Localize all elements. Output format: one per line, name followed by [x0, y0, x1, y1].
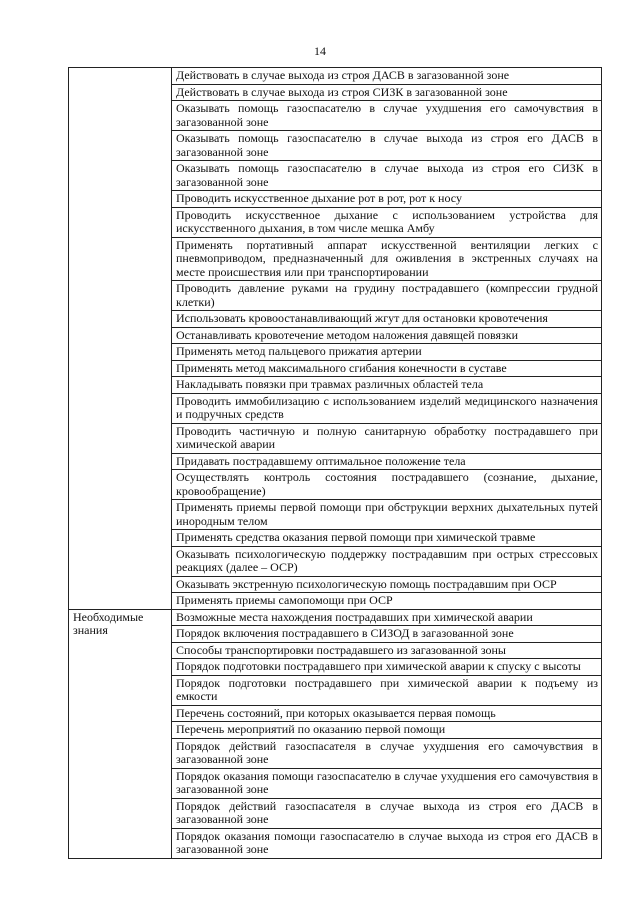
section-label [69, 68, 172, 610]
requirements-table-body [69, 68, 602, 859]
table-cell-item: Способы транспортировки пострадавшего из загазованной зоны [172, 642, 602, 659]
table-row [69, 68, 602, 85]
table-cell-item: Применять метод максимального сгибания конечности в суставе [172, 360, 602, 377]
table-cell-item: Возможные места нахождения пострадавших при химической аварии [172, 609, 602, 626]
table-cell-item: Порядок оказания помощи газоспасателю в случае выхода из строя его ДАСВ в загазованной зоне [172, 828, 602, 858]
table-cell-item: Использовать кровоостанавливающий жгут для остановки кровотечения [172, 311, 602, 328]
table-cell-item: Применять портативный аппарат искусственной вентиляции легких с пневмоприводом, предназначенный для оживления в экстренных случаях на месте происшествия или при транспортировании [172, 237, 602, 281]
table-cell-item: Применять средства оказания первой помощи при химической травме [172, 530, 602, 547]
table-cell-item: Порядок действий газоспасателя в случае ухудшения его самочувствия в загазованной зоне [172, 738, 602, 768]
table-cell-item: Проводить искусственное дыхание рот в рот, рот к носу [172, 191, 602, 208]
section-label: Необходимые знания [69, 609, 172, 858]
table-cell-item: Порядок подготовки пострадавшего при химической аварии к спуску с высоты [172, 659, 602, 676]
table-cell-item: Оказывать экстренную психологическую помощь пострадавшим при ОСР [172, 576, 602, 593]
table-cell-item: Оказывать помощь газоспасателю в случае выхода из строя его СИЗК в загазованной зоне [172, 161, 602, 191]
table-cell-item: Оказывать помощь газоспасателю в случае выхода из строя его ДАСВ в загазованной зоне [172, 131, 602, 161]
table-cell-item: Оказывать психологическую поддержку пострадавшим при острых стрессовых реакциях (далее – ОСР) [172, 546, 602, 576]
table-cell-item: Проводить частичную и полную санитарную обработку пострадавшего при химической аварии [172, 423, 602, 453]
table-cell-item: Действовать в случае выхода из строя СИЗК в загазованной зоне [172, 84, 602, 101]
table-cell-item: Проводить иммобилизацию с использованием изделий медицинского назначения и подручных средств [172, 393, 602, 423]
table-cell-item: Порядок действий газоспасателя в случае выхода из строя его ДАСВ в загазованной зоне [172, 798, 602, 828]
table-cell-item: Придавать пострадавшему оптимальное положение тела [172, 453, 602, 470]
table-cell-item: Применять приемы первой помощи при обструкции верхних дыхательных путей инородным телом [172, 500, 602, 530]
table-cell-item: Останавливать кровотечение методом наложения давящей повязки [172, 327, 602, 344]
table-cell-item: Проводить давление руками на грудину пострадавшего (компрессии грудной клетки) [172, 281, 602, 311]
table-cell-item: Действовать в случае выхода из строя ДАСВ в загазованной зоне [172, 68, 602, 85]
table-cell-item: Порядок оказания помощи газоспасателю в случае ухудшения его самочувствия в загазованной зоне [172, 768, 602, 798]
table-cell-item: Применять приемы самопомощи при ОСР [172, 593, 602, 610]
table-cell-item: Оказывать помощь газоспасателю в случае ухудшения его самочувствия в загазованной зоне [172, 101, 602, 131]
table-row [69, 609, 602, 626]
table-cell-item: Проводить искусственное дыхание с использованием устройства для искусственного дыхания, в том числе мешка Амбу [172, 207, 602, 237]
table-cell-item: Порядок включения пострадавшего в СИЗОД в загазованной зоне [172, 626, 602, 643]
table-cell-item: Перечень состояний, при которых оказывается первая помощь [172, 705, 602, 722]
table-cell-item: Осуществлять контроль состояния пострадавшего (сознание, дыхание, кровообращение) [172, 470, 602, 500]
table-cell-item: Накладывать повязки при травмах различных областей тела [172, 377, 602, 394]
table-cell-item: Порядок подготовки пострадавшего при химической аварии к подъему из емкости [172, 675, 602, 705]
table-cell-item: Перечень мероприятий по оказанию первой помощи [172, 722, 602, 739]
requirements-table [68, 67, 602, 859]
page-number: 14 [314, 44, 326, 58]
table-cell-item: Применять метод пальцевого прижатия артерии [172, 344, 602, 361]
